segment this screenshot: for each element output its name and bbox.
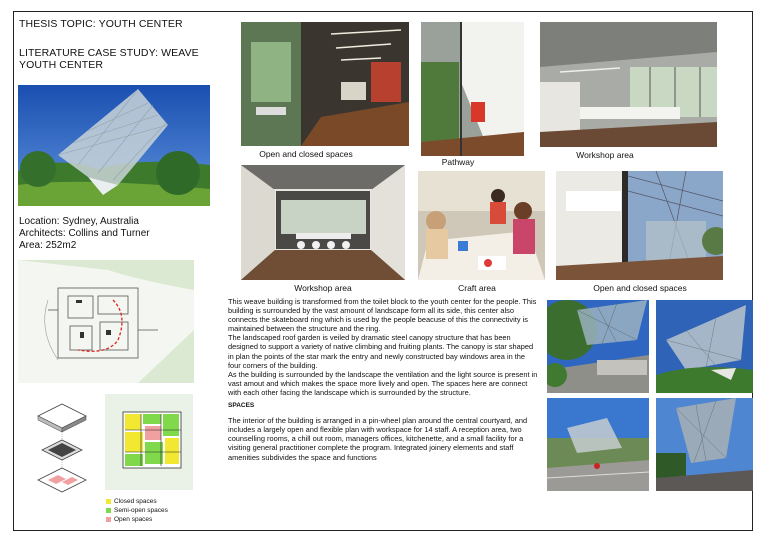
area-text: Area: 252m2: [19, 240, 77, 251]
legend-label: Closed spaces: [114, 498, 157, 505]
paragraph-spaces: The interior of the building is arranged in a pin-wheel plan around the central courtyard, and includes a largely open and flexible plan with workspace for 14 staff. A reception area, two counselling rooms, a chill out room, managers offices, kitchenette, and a small facility for a visiting general practitioner complete the program. Integrated joinery elements and staff amenities subdivides the space and functions: [228, 416, 528, 462]
exterior-photo-4: [656, 398, 753, 491]
exploded-axonometric: [28, 398, 96, 498]
architects-text: Architects: Collins and Turner: [19, 228, 150, 239]
legend-label: Open spaces: [114, 516, 153, 523]
open-closed-spaces-photo-2: [556, 171, 723, 280]
legend-item-closed: [106, 497, 168, 506]
site-plan-drawing: [18, 260, 194, 383]
open-swatch: [106, 517, 111, 522]
caption-craft: Craft area: [458, 283, 496, 293]
caption-open-closed-2: Open and closed spaces: [593, 283, 687, 293]
caption-pathway: Pathway: [441, 157, 475, 167]
description-text: [228, 297, 538, 462]
zoning-legend: [106, 497, 168, 524]
caption-open-closed-1: Open and closed spaces: [259, 149, 353, 159]
zoning-plan: [105, 394, 193, 490]
exterior-photo-3: [547, 398, 649, 491]
paragraph-roof-garden: The landscaped roof garden is veiled by dramatic steel canopy structure that has been designed to support a variety of native climbing and fruiting plants. The canopy is star shaped in plan the points of the star mark the entry and newly constructed bay windows area in the four corners of the building.: [228, 333, 534, 370]
exterior-photo-2: [656, 300, 753, 393]
spaces-heading: SPACES: [228, 402, 255, 410]
legend-item-open: [106, 515, 168, 524]
case-study-title: LITERATURE CASE STUDY: WEAVE YOUTH CENTER: [19, 47, 199, 71]
paragraph-landscape: As the building is surrounded by the landscape the ventilation and the light source is present in vast amout and which makes the space more lively and open. The spaces here are connect with each other facing the landscape which is surrounded by the structure.: [228, 369, 538, 397]
thesis-topic: THESIS TOPIC: YOUTH CENTER: [19, 18, 183, 30]
closed-swatch: [106, 499, 111, 504]
craft-area-photo: [418, 171, 545, 280]
legend-item-semi-open: [106, 506, 168, 515]
location-text: Location: Sydney, Australia: [19, 216, 139, 227]
open-closed-spaces-photo-1: [241, 22, 409, 146]
paragraph-transformation: This weave building is transformed from the toilet block to the youth center for the people. This building is surrounded by the vast amount of landscape form all its side, this center also connects the skateboard ring which is used by the people beacuse of this the connectivity is maintained between the structure and the ring.: [228, 297, 537, 334]
legend-label: Semi-open spaces: [114, 507, 168, 514]
workshop-area-photo-2: [241, 165, 405, 280]
caption-workshop-1: Workshop area: [576, 150, 634, 160]
workshop-area-photo-1: [540, 22, 717, 147]
pathway-photo: [421, 22, 524, 156]
exterior-photo-1: [547, 300, 649, 393]
hero-canopy-photo: [18, 85, 210, 206]
caption-workshop-2: Workshop area: [294, 283, 352, 293]
semi-open-swatch: [106, 508, 111, 513]
